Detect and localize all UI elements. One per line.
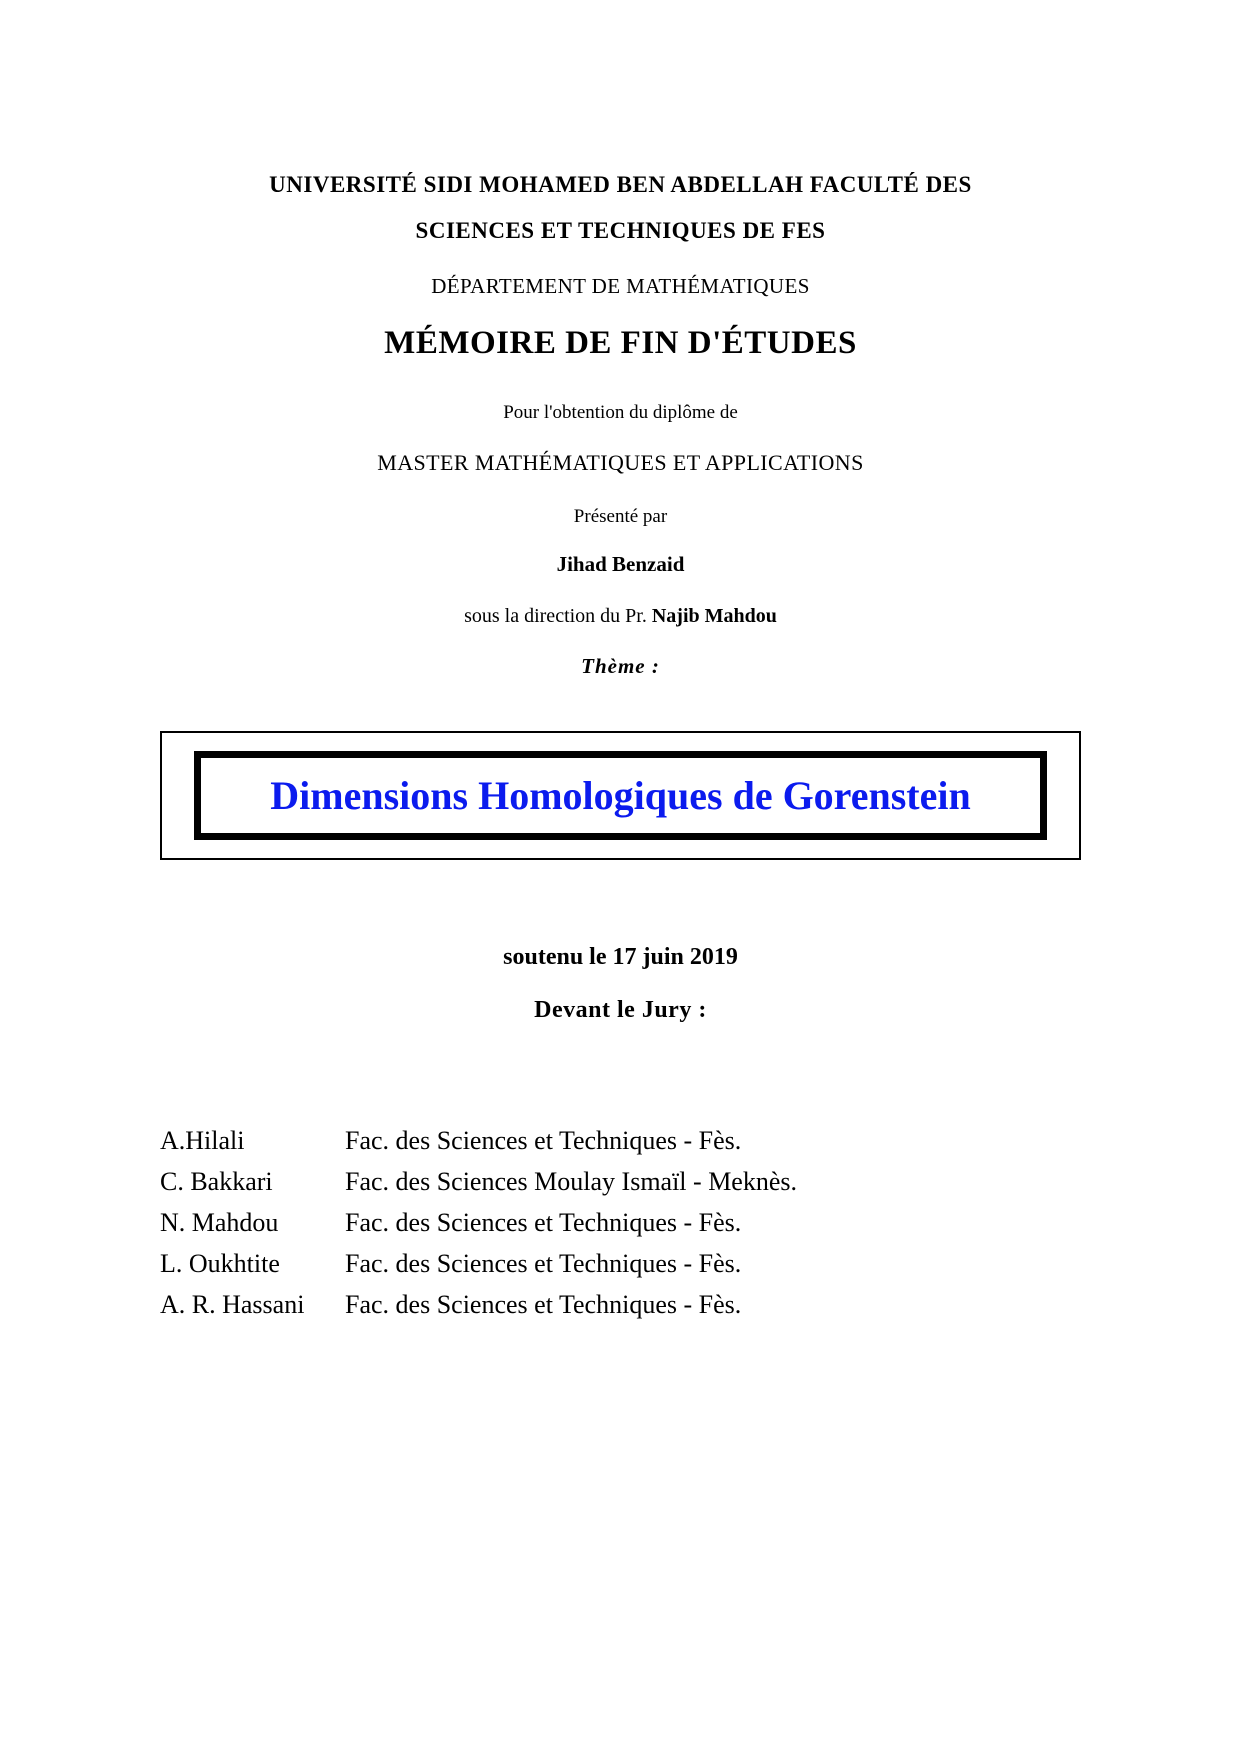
jury-heading: Devant le Jury : [534,997,707,1023]
supervisor-name: Najib Mahdou [651,605,777,627]
jury-list [160,1120,1081,1325]
author-name: Jihad Benzaid [556,552,685,576]
jury-member-affiliation: Fac. des Sciences et Techniques - Fès. [345,1290,742,1319]
presented-by-label: Présenté par [573,506,668,527]
jury-member-name: L. Oukhtite [160,1249,280,1278]
defense-date: soutenu le 17 juin 2019 [503,944,738,970]
department-name: DÉPARTEMENT DE MATHÉMATIQUES [431,274,810,298]
jury-member-affiliation: Fac. des Sciences et Techniques - Fès. [345,1208,742,1237]
jury-member-affiliation: Fac. des Sciences et Techniques - Fès. [345,1249,742,1278]
supervision-prefix: sous la direction du Pr. [464,605,652,627]
jury-member-name: A.Hilali [160,1126,245,1155]
jury-member-name: N. Mahdou [160,1208,279,1237]
jury-member-name: C. Bakkari [160,1167,273,1196]
theme-label: Thème : [581,654,660,678]
university-name-line2: SCIENCES ET TECHNIQUES DE FES [415,218,826,243]
jury-member-name: A. R. Hassani [160,1290,305,1319]
jury-member-affiliation: Fac. des Sciences et Techniques - Fès. [345,1126,742,1155]
jury-member-affiliation: Fac. des Sciences Moulay Ismaïl - Meknès. [345,1167,798,1196]
memoire-heading: MÉMOIRE DE FIN D'ÉTUDES [384,325,857,361]
university-name-line1: UNIVERSITÉ SIDI MOHAMED BEN ABDELLAH FACULTÉ DES [269,172,972,197]
master-program-name: MASTER MATHÉMATIQUES ET APPLICATIONS [377,450,864,475]
thesis-title-inner-box [194,751,1047,840]
thesis-title-outer-box [160,731,1081,860]
supervision-line [160,605,1081,628]
thesis-title: Dimensions Homologiques de Gorenstein [270,773,971,818]
diploma-purpose-line: Pour l'obtention du diplôme de [503,402,738,423]
